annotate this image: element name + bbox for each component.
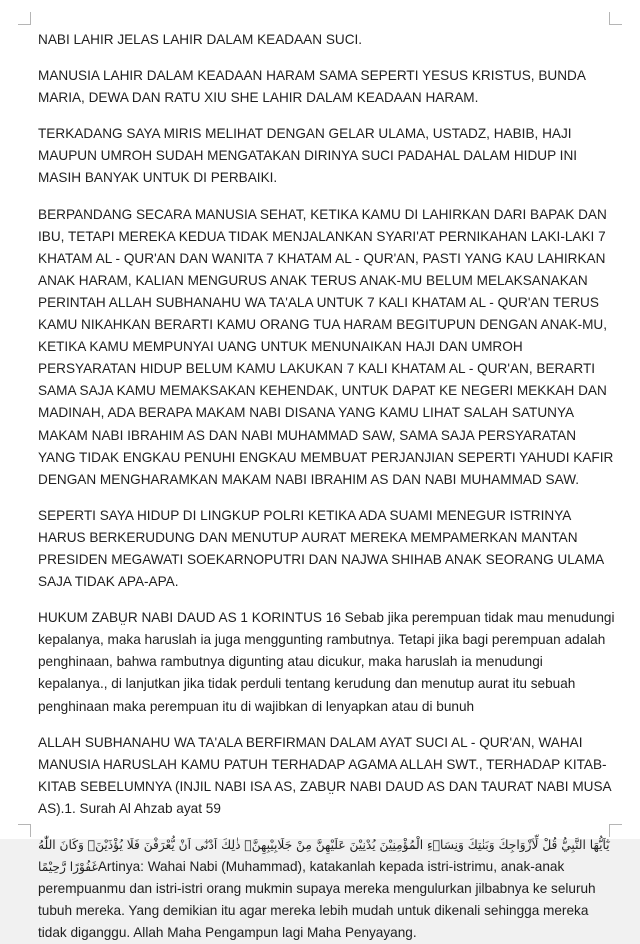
page-corner-mark: [18, 12, 31, 25]
arabic-verse: يٰٓاَيُّهَا النَّبِيُّ قُلْ لِّاَزْوَاجِكَ وَبَنٰتِكَ وَنِسَاۤءِ الْمُؤْمِنِيْنَ يُدْنِيْنَ عَلَيْهِنَّ مِنْ جَلَابِيْبِهِنَّۗ ذٰلِكَ اَدْنٰٓى اَنْ يُّعْرَفْنَ فَلَا يُؤْذَيْنَۗ وَكَانَ اللّٰهُ غَفُوْرًا رَّحِيْمًا: [38, 838, 610, 875]
paragraph: SEPERTI SAYA HIDUP DI LINGKUP POLRI KETIKA ADA SUAMI MENEGUR ISTRINYA HARUS BERKERUDUNG DAN MENUTUP AURAT MEREKA MEMPAMERKAN MANTAN PRESIDEN MEGAWATI SOEKARNOPUTRI DAN NAJWA SHIHAB ANAK SEORANG ULAMA SAJA TIDAK APA-APA.: [38, 507, 604, 590]
paragraph: ALLAH SUBHANAHU WA TA'ALA BERFIRMAN DALAM AYAT SUCI AL - QUR'AN, WAHAI MANUSIA HARUSLAH KAMU PATUH TERHADAP AGAMA ALLAH SWT., TERHADAP KITAB-KITAB SEBELUMNYA (INJIL NABI ISA AS, ZABṲR NABI DAUD AS DAN TAURAT NABI MUSA AS).1. Surah Al Ahzab ayat 59: [38, 734, 611, 816]
paragraph: BERPANDANG SECARA MANUSIA SEHAT, KETIKA KAMU DI LAHIRKAN DARI BAPAK DAN IBU, TETAPI MEREKA KEDUA TIDAK MENJALANKAN SYARI'AT PERNIKAHAN LAKI-LAKI 7 KHATAM AL - QUR'AN DAN WANITA 7 KHATAM AL - QUR'AN, PASTI YANG KAU LAHIRKAN ANAK HARAM, KALIAN MENGURUS ANAK TERUS ANAK-MU BELUM MELAKSANAKAN PERINTAH ALLAH SUBHANAHU WA TA'ALA UNTUK 7 KALI KHATAM AL - QUR'AN TERUS KAMU NIKAHKAN BERARTI KAMU ORANG TUA HARAM BEGITUPUN DENGAN ANAK-MU, KETIKA KAMU MEMPUNYAI UANG UNTUK MENUNAIKAN HAJI DAN UMROH PERSYARATAN HIDUP BELUM KAMU LAKUKAN 7 KALI KHATAM AL - QUR'AN, BERARTI SAMA SAJA KAMU MEMAKSAKAN KEHENDAK, UNTUK DAPAT KE NEGERI MEKKAH DAN MADINAH, ADA BERAPA MAKAM NABI DISANA YANG KAMU LIHAT SALAH SATUNYA MAKAM NABI IBRAHIM AS DAN NABI MUHAMMAD SAW, SAMA SAJA PERSYARATAN YANG TIDAK ENGKAU PENUHI ENGKAU MEMBUAT PERJANJIAN SEPERTI YAHUDI KAFIR DENGAN MENGHARAMKAN MAKAM NABI IBRAHIM AS DAN NABI MUHAMMAD SAW.: [38, 206, 614, 487]
ayat-paragraph: [38, 834, 616, 944]
paragraph: TERKADANG SAYA MIRIS MELIHAT DENGAN GELAR ULAMA, USTADZ, HABIB, HAJI MAUPUN UMROH SUDAH MENGATAKAN DIRINYA SUCI PADAHAL DALAM HIDUP INI MASIH BANYAK UNTUK DI PERBAIKI.: [38, 126, 578, 186]
document-body: [38, 29, 616, 944]
verse-translation: Artinya: Wahai Nabi (Muhammad), katakanlah kepada istri-istrimu, anak-anak perempuanmu dan istri-istri orang mukmin supaya mereka mengulurkan jilbabnya ke seluruh tubuh mereka. Yang demikian itu agar mereka lebih mudah untuk dikenali sehingga mereka tidak diganggu. Allah Maha Pengampun lagi Maha Penyayang.: [38, 859, 596, 941]
paragraph: NABI LAHIR JELAS LAHIR DALAM KEADAAN SUCI.: [38, 32, 363, 47]
paragraph: MANUSIA LAHIR DALAM KEADAAN HARAM SAMA SEPERTI YESUS KRISTUS, BUNDA MARIA, DEWA DAN RATU XIU SHE LAHIR DALAM KEADAAN HARAM.: [38, 68, 586, 106]
page-corner-mark: [609, 12, 622, 25]
paragraph: HUKUM ZABṲR NABI DAUD AS 1 KORINTUS 16 Sebab jika perempuan tidak mau menudungi kepalanya, maka haruslah ia juga menggunting rambutnya. Tetapi jika bagi perempuan adalah penghinaan, bahwa rambutnya digunting atau dicukur, maka haruslah ia menudungi kepalanya., di lanjutkan jika tidak perduli tentang kerudung dan menutup aurat itu sebuah penghinaan maka perempuan itu di wajibkan di lenyapkan atau di bunuh: [38, 610, 615, 714]
page-corner-mark: [18, 824, 31, 837]
